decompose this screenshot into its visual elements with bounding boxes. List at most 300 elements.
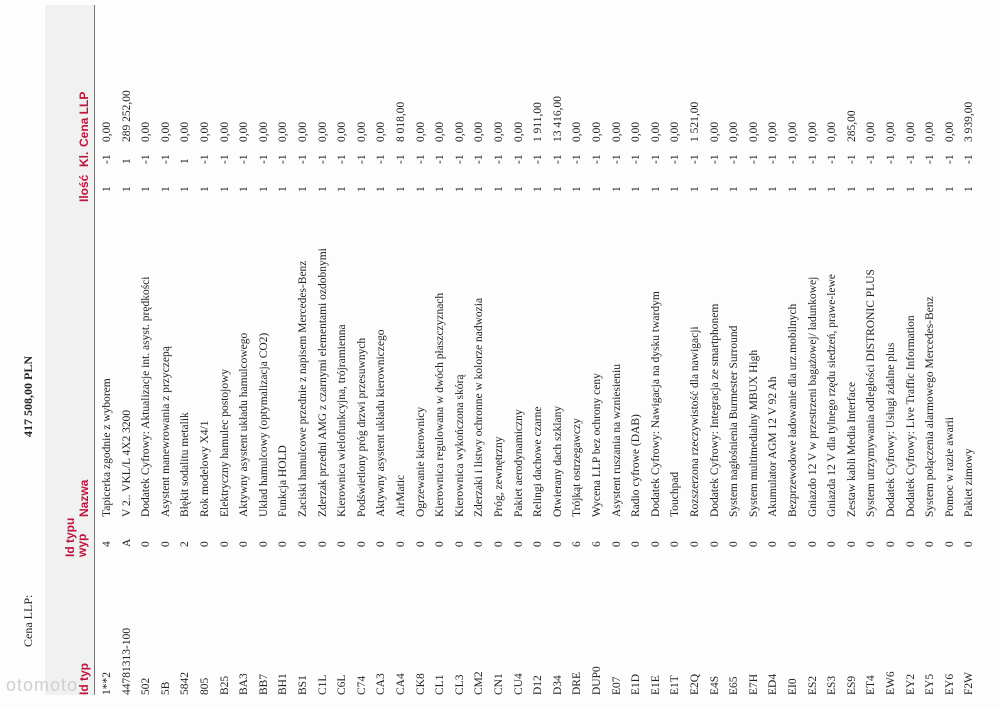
row-id-typu-wyp: 0	[551, 541, 564, 547]
row-id-typu-wyp: 0	[669, 541, 682, 547]
column-header-nazwa: Nazwa	[77, 479, 91, 517]
row-kl: -1	[806, 154, 819, 164]
row-id: C6L	[336, 674, 349, 695]
column-header-kl: Kl.	[77, 151, 91, 167]
row-id: C1L	[316, 674, 329, 695]
row-kl: -1	[708, 154, 721, 164]
row-nazwa: Kierownica wielofunkcyjna, trójramienna	[336, 324, 349, 517]
table-row	[530, 0, 550, 707]
row-id-typu-wyp: 0	[297, 541, 309, 547]
row-cena: 0,00	[277, 121, 290, 142]
table-row	[471, 0, 491, 707]
row-id-typu-wyp: 0	[453, 541, 466, 547]
row-nazwa: Rozszerzona rzeczywistość dla nawigacji	[689, 326, 701, 517]
row-kl: -1	[355, 154, 368, 164]
row-ilosc: 1	[473, 186, 486, 192]
row-id: E1T	[669, 675, 682, 695]
row-kl: -1	[865, 154, 878, 164]
row-nazwa: Otwierany dach szklany	[551, 405, 564, 517]
row-ilosc: 1	[414, 186, 427, 192]
row-kl: -1	[238, 154, 251, 164]
row-nazwa: Zderzak przedni AMG z czarnymi elementami ozdobnymi	[316, 248, 329, 517]
table-row	[687, 0, 707, 707]
row-cena: 0,00	[297, 121, 309, 142]
row-nazwa: Zestaw kabli Media Interface	[845, 381, 858, 517]
row-id-typu-wyp: 0	[885, 541, 897, 547]
row-kl: -1	[277, 154, 290, 164]
row-id-typu-wyp: 0	[414, 541, 427, 547]
row-nazwa: Dodatek Cyfrowy: Usługi zdalne plus	[885, 342, 897, 517]
row-id: CA3	[375, 673, 388, 695]
row-kl: -1	[787, 154, 799, 164]
row-cena: 0,00	[943, 121, 956, 142]
row-id: CU4	[512, 673, 525, 695]
row-ilosc: 1	[512, 186, 525, 192]
row-id: ES9	[845, 675, 858, 695]
row-ilosc: 1	[238, 186, 251, 192]
row-kl: -1	[395, 154, 407, 164]
row-cena: 3 939,00	[963, 101, 976, 142]
row-cena: 0,00	[591, 121, 603, 142]
row-id: 805	[199, 677, 211, 695]
row-id-typu-wyp: 0	[473, 541, 486, 547]
row-ilosc: 1	[218, 186, 231, 192]
row-nazwa: Dodatek Cyfrowy: Live Traffic Information	[904, 315, 917, 517]
row-cena: 0,00	[610, 121, 623, 142]
row-nazwa: Kierownica regulowana w dwóch płaszczyznach	[434, 292, 447, 517]
row-ilosc: 1	[159, 186, 172, 192]
row-kl: -1	[375, 154, 388, 164]
row-ilosc: 1	[747, 186, 760, 192]
row-id-typu-wyp: 0	[316, 541, 329, 547]
row-id-typu-wyp: 0	[787, 541, 799, 547]
row-nazwa: Rok modelowy X4/1	[199, 420, 211, 517]
row-id-typu-wyp: 0	[375, 541, 388, 547]
table-row	[256, 0, 276, 707]
row-nazwa: Pomoc w razie awarii	[943, 417, 956, 517]
table-row	[295, 0, 315, 707]
row-nazwa: Zaciski hamulcowe przednie z napisem Mercedes-Benz	[297, 260, 309, 517]
row-kl: -1	[767, 154, 780, 164]
table-row	[452, 0, 472, 707]
row-id: BH1	[277, 673, 290, 695]
row-nazwa: Gniazda 12 V dla tylnego rzędu siedzeń, prawe-lewe	[826, 274, 839, 517]
row-id: ED4	[767, 673, 780, 695]
row-cena: 0,00	[238, 121, 251, 142]
row-id-typu-wyp: 4	[101, 541, 113, 547]
row-nazwa: System utrzymywania odległości DISTRONIC PLUS	[865, 269, 878, 517]
row-ilosc: 1	[943, 186, 956, 192]
row-cena: 0,00	[159, 121, 172, 142]
row-id-typu-wyp: 0	[728, 541, 741, 547]
row-id-typu-wyp: 2	[179, 541, 192, 547]
row-ilosc: 1	[571, 186, 584, 192]
row-id-typu-wyp: 0	[512, 541, 525, 547]
row-ilosc: 1	[708, 186, 721, 192]
row-kl: -1	[199, 154, 211, 164]
row-kl: -1	[512, 154, 525, 164]
row-kl: -1	[885, 154, 897, 164]
row-cena: 0,00	[257, 121, 270, 142]
row-kl: -1	[257, 154, 270, 164]
row-ilosc: 1	[532, 186, 545, 192]
table-row	[550, 0, 570, 707]
table-row	[589, 0, 609, 707]
row-id-typu-wyp: 0	[493, 541, 505, 547]
table-row	[99, 0, 119, 707]
row-cena: 1 911,00	[532, 102, 545, 142]
row-cena: 0,00	[669, 121, 682, 142]
row-nazwa: Dodatek Cyfrowy: Integracja ze smartphonem	[708, 303, 721, 517]
row-kl: -1	[689, 154, 701, 164]
row-cena: 0,00	[885, 121, 897, 142]
row-id: CA4	[395, 673, 407, 695]
row-kl: -1	[159, 154, 172, 164]
table-row	[197, 0, 217, 707]
table-row	[628, 0, 648, 707]
row-cena: 0,00	[179, 121, 192, 142]
watermark: otomoto	[6, 675, 79, 695]
row-id-typu-wyp: 0	[943, 541, 956, 547]
row-ilosc: 1	[101, 186, 113, 192]
header-divider	[94, 5, 95, 695]
column-header-id-typu-wyp	[64, 518, 88, 557]
row-nazwa: Pakiet zimowy	[963, 448, 976, 517]
table-row	[275, 0, 295, 707]
row-id: ET4	[865, 675, 878, 695]
row-kl: -1	[669, 154, 682, 164]
column-header-id-typ: Id typ	[77, 663, 91, 695]
row-id: B25	[218, 675, 231, 695]
table-row	[961, 0, 981, 707]
row-nazwa: Wycena LLP bez ochrony ceny	[591, 373, 603, 517]
table-row	[511, 0, 531, 707]
row-kl: -1	[414, 154, 427, 164]
row-kl: -1	[747, 154, 760, 164]
row-nazwa: V 2.. VKL/L 4X2 3200	[120, 409, 133, 517]
row-id-typu-wyp: 0	[159, 541, 172, 547]
row-cena: 0,00	[434, 121, 447, 142]
row-kl: 1	[120, 158, 133, 164]
row-ilosc: 1	[728, 186, 741, 192]
table-row	[373, 0, 393, 707]
row-nazwa: System nagłośnienia Burmester Surround	[728, 325, 741, 517]
table-row	[236, 0, 256, 707]
row-ilosc: 1	[434, 186, 447, 192]
row-id-typu-wyp: 6	[591, 541, 603, 547]
row-nazwa: Zderzaki i listwy ochronne w kolorze nadwozia	[473, 297, 486, 517]
row-ilosc: 1	[904, 186, 917, 192]
row-ilosc: 1	[493, 186, 505, 192]
row-nazwa: Ogrzewanie kierownicy	[414, 406, 427, 517]
row-nazwa: AirMatic	[395, 474, 407, 517]
row-id: BB7	[257, 673, 270, 695]
row-kl: -1	[218, 154, 231, 164]
row-nazwa: Funkcja HOLD	[277, 445, 290, 517]
table-row	[393, 0, 413, 707]
row-kl: -1	[591, 154, 603, 164]
row-id: D12	[532, 675, 545, 695]
row-id: DRE	[571, 672, 584, 695]
row-ilosc: 1	[806, 186, 819, 192]
row-id: C74	[355, 675, 368, 695]
row-kl: -1	[532, 154, 545, 164]
row-ilosc: 1	[336, 186, 349, 192]
row-nazwa: Dodatek Cyfrowy: Aktualizacje int. asyst. prędkości	[140, 276, 153, 517]
row-id-typu-wyp: 0	[708, 541, 721, 547]
row-kl: -1	[551, 154, 564, 164]
row-kl: -1	[728, 154, 741, 164]
row-id: D34	[551, 675, 564, 695]
row-ilosc: 1	[826, 186, 839, 192]
row-ilosc: 1	[669, 186, 682, 192]
row-cena: 0,00	[375, 121, 388, 142]
row-id: 1**2	[101, 672, 113, 695]
row-id: F2W	[963, 672, 976, 695]
row-ilosc: 1	[316, 186, 329, 192]
table-row	[942, 0, 962, 707]
row-kl: -1	[297, 154, 309, 164]
row-nazwa: System multimedialny MBUX High	[747, 349, 760, 517]
row-id-typu-wyp: 0	[806, 541, 819, 547]
row-id-typu-wyp: 0	[767, 541, 780, 547]
row-kl: -1	[434, 154, 447, 164]
table-row	[707, 0, 727, 707]
row-ilosc: 1	[297, 186, 309, 192]
row-cena: 0,00	[865, 121, 878, 142]
row-cena: 0,00	[571, 121, 584, 142]
row-nazwa: Błękit sodalitu metalik	[179, 412, 192, 517]
table-row	[863, 0, 883, 707]
row-ilosc: 1	[257, 186, 270, 192]
row-id: E2Q	[689, 673, 701, 695]
row-cena: 0,00	[199, 121, 211, 142]
row-ilosc: 1	[551, 186, 564, 192]
row-id-typu-wyp: 0	[826, 541, 839, 547]
table-row	[413, 0, 433, 707]
row-kl: -1	[904, 154, 917, 164]
table-row	[667, 0, 687, 707]
row-nazwa: Pakiet aerodynamiczny	[512, 409, 525, 517]
column-header-id-typu-wyp-line2: wyp	[75, 533, 89, 557]
row-cena: 0,00	[728, 121, 741, 142]
table-row	[609, 0, 629, 707]
row-id-typu-wyp: 0	[747, 541, 760, 547]
row-kl: -1	[316, 154, 329, 164]
row-kl: -1	[826, 154, 839, 164]
row-ilosc: 1	[395, 186, 407, 192]
row-cena: 0,00	[708, 121, 721, 142]
row-nazwa: Aktywny asystent układu kierowniczego	[375, 329, 388, 517]
column-header-ilosc: Ilość	[77, 174, 91, 202]
table-row	[138, 0, 158, 707]
row-id: ES3	[826, 675, 839, 695]
row-ilosc: 1	[610, 186, 623, 192]
price-summary-label: Cena LLP:	[21, 594, 35, 647]
row-nazwa: Touchpad	[669, 471, 682, 517]
table-row	[354, 0, 374, 707]
row-nazwa: Bezprzewodowe ładowanie dla urz.mobilnych	[787, 303, 799, 517]
row-ilosc: 1	[885, 186, 897, 192]
row-nazwa: Asystent ruszania na wzniesieniu	[610, 364, 623, 517]
row-id: CM2	[473, 671, 486, 695]
table-row	[746, 0, 766, 707]
row-nazwa: Układ hamulcowy (optymalizacja CO2)	[257, 332, 270, 517]
row-id-typu-wyp: 0	[140, 541, 153, 547]
row-id-typu-wyp: 0	[238, 541, 251, 547]
table-row	[785, 0, 805, 707]
row-id: 502	[140, 677, 153, 695]
row-nazwa: Podświetlony próg drzwi przesuwnych	[355, 337, 368, 517]
row-ilosc: 1	[689, 186, 701, 192]
row-id: CK8	[414, 673, 427, 695]
row-id: EW6	[885, 671, 897, 695]
row-nazwa: Trójkąt ostrzegawczy	[571, 418, 584, 517]
row-cena: 0,00	[140, 121, 153, 142]
row-ilosc: 1	[787, 186, 799, 192]
row-id: E65	[728, 676, 741, 695]
row-kl: -1	[943, 154, 956, 164]
row-ilosc: 1	[199, 186, 211, 192]
row-kl: -1	[963, 154, 976, 164]
row-kl: -1	[453, 154, 466, 164]
row-ilosc: 1	[924, 186, 937, 192]
row-id: DUP0	[591, 666, 603, 695]
row-id-typu-wyp: 0	[395, 541, 407, 547]
row-id-typu-wyp: 0	[904, 541, 917, 547]
row-cena: 0,00	[101, 121, 113, 142]
row-id: E1D	[630, 673, 643, 695]
row-id: BA3	[238, 673, 251, 695]
row-id: E7H	[747, 673, 760, 695]
table-row	[432, 0, 452, 707]
row-cena: 289 252,00	[120, 90, 133, 142]
row-id: 44781313-100	[120, 627, 133, 695]
row-kl: -1	[630, 154, 643, 164]
table-row	[648, 0, 668, 707]
row-kl: -1	[140, 154, 153, 164]
row-id-typu-wyp: 0	[845, 541, 858, 547]
row-cena: 0,00	[414, 121, 427, 142]
price-summary-value: 417 508,00 PLN	[21, 356, 35, 437]
row-id-typu-wyp: A	[120, 538, 133, 547]
row-cena: 1 521,00	[689, 101, 701, 142]
row-kl: -1	[493, 154, 505, 164]
row-cena: 0,00	[355, 121, 368, 142]
row-id-typu-wyp: 0	[218, 541, 231, 547]
row-id-typu-wyp: 6	[571, 541, 584, 547]
table-row	[726, 0, 746, 707]
row-kl: -1	[336, 154, 349, 164]
row-ilosc: 1	[845, 186, 858, 192]
row-ilosc: 1	[767, 186, 780, 192]
row-id-typu-wyp: 0	[649, 541, 662, 547]
row-cena: 0,00	[630, 121, 643, 142]
row-kl: 1	[179, 158, 192, 164]
row-cena: 0,00	[806, 121, 819, 142]
row-cena: 0,00	[787, 121, 799, 142]
row-ilosc: 1	[355, 186, 368, 192]
row-id: EY2	[904, 673, 917, 695]
row-id-typu-wyp: 0	[924, 541, 937, 547]
row-id-typu-wyp: 0	[355, 541, 368, 547]
row-ilosc: 1	[630, 186, 643, 192]
row-kl: -1	[473, 154, 486, 164]
table-row	[844, 0, 864, 707]
row-id-typu-wyp: 0	[865, 541, 878, 547]
row-id: EI0	[787, 678, 799, 695]
row-nazwa: Relingi dachowe czarne	[532, 406, 545, 517]
row-kl: -1	[924, 154, 937, 164]
row-cena: 8 018,00	[395, 101, 407, 142]
row-ilosc: 1	[963, 186, 976, 192]
row-nazwa: Gniazdo 12 V w przestrzeni bagażowej/ ładunkowej	[806, 276, 819, 517]
row-nazwa: Dodatek Cyfrowy: Nawigacja na dysku twardym	[649, 291, 662, 517]
table-row	[217, 0, 237, 707]
row-nazwa: Tapicerka zgodnie z wyborem	[101, 378, 113, 517]
row-id: E07	[610, 676, 623, 695]
row-cena: 0,00	[904, 121, 917, 142]
table-row	[315, 0, 335, 707]
row-kl: -1	[571, 154, 584, 164]
row-cena: 0,00	[826, 121, 839, 142]
column-header-id-typu-wyp-line1: Id typu	[63, 517, 77, 557]
row-id-typu-wyp: 0	[689, 541, 701, 547]
table-row	[569, 0, 589, 707]
row-cena: 0,00	[218, 121, 231, 142]
row-nazwa: Radio cyfrowe (DAB)	[630, 414, 643, 517]
row-id-typu-wyp: 0	[532, 541, 545, 547]
table-row	[119, 0, 139, 707]
row-id-typu-wyp: 0	[434, 541, 447, 547]
column-header-cena: Cena LLP	[77, 91, 91, 147]
row-nazwa: Elektryczny hamulec postojowy	[218, 368, 231, 517]
row-cena: 0,00	[747, 121, 760, 142]
row-cena: 13 416,00	[551, 96, 564, 142]
row-id-typu-wyp: 0	[963, 541, 976, 547]
row-cena: 0,00	[453, 121, 466, 142]
row-kl: -1	[649, 154, 662, 164]
row-id-typu-wyp: 0	[610, 541, 623, 547]
row-ilosc: 1	[591, 186, 603, 192]
row-id-typu-wyp: 0	[199, 541, 211, 547]
row-id: EY5	[924, 673, 937, 695]
row-cena: 0,00	[767, 121, 780, 142]
row-id: ES2	[806, 675, 819, 695]
row-id-typu-wyp: 0	[630, 541, 643, 547]
table-row	[334, 0, 354, 707]
row-ilosc: 1	[120, 186, 133, 192]
row-cena: 285,00	[845, 110, 858, 142]
table-row	[158, 0, 178, 707]
row-id: 5842	[179, 672, 192, 695]
table-row	[922, 0, 942, 707]
row-cena: 0,00	[316, 121, 329, 142]
table-row	[805, 0, 825, 707]
table-row	[765, 0, 785, 707]
row-id: BS1	[297, 675, 309, 695]
table-row	[177, 0, 197, 707]
row-ilosc: 1	[865, 186, 878, 192]
table-row	[903, 0, 923, 707]
row-nazwa: Aktywny asystent układu hamulcowego	[238, 332, 251, 517]
row-nazwa: Akumulator AGM 12 V 92 Ah	[767, 376, 780, 517]
row-cena: 0,00	[493, 121, 505, 142]
row-id: EY6	[943, 673, 956, 695]
row-id-typu-wyp: 0	[277, 541, 290, 547]
row-id: 5B	[159, 681, 172, 695]
row-cena: 0,00	[473, 121, 486, 142]
